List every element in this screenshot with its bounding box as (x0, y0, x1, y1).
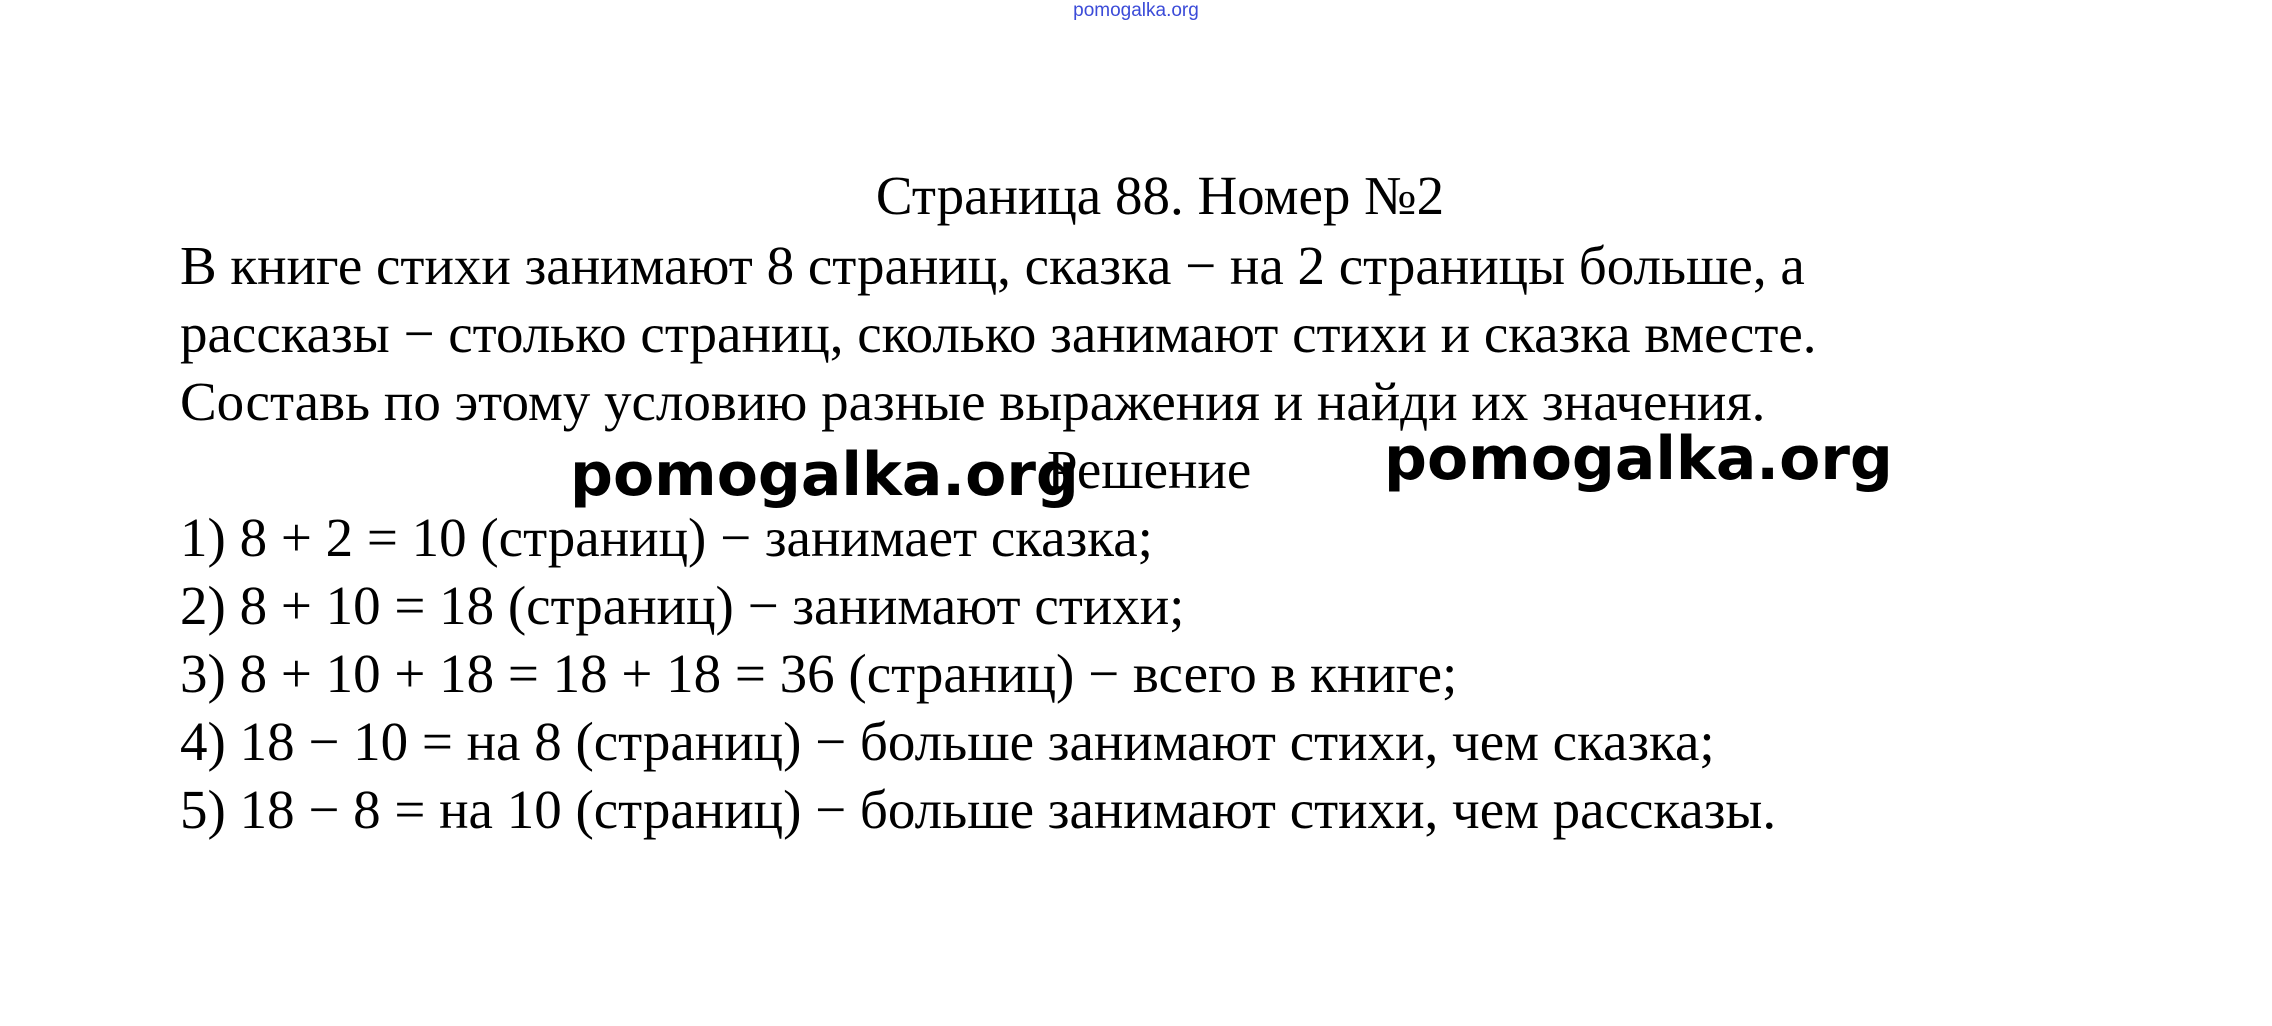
problem-line: В книге стихи занимают 8 страниц, сказка − на 2 страницы больше, а (180, 235, 1805, 296)
watermark-logo: pomogalka.org (1384, 424, 1893, 494)
solution-step: 4) 18 − 10 = на 8 (страниц) − больше занимают стихи, чем сказка; (180, 711, 1715, 772)
problem-line: Составь по этому условию разные выражения и найди их значения. (180, 371, 1766, 432)
watermark-logo: pomogalka.org (570, 440, 1079, 510)
solution-steps (180, 504, 2180, 844)
problem-text (180, 232, 2180, 436)
site-link[interactable]: pomogalka.org (1073, 0, 1199, 21)
solution-step: 2) 8 + 10 = 18 (страниц) − занимают стихи; (180, 575, 1185, 636)
solution-step: 5) 18 − 8 = на 10 (страниц) − больше занимают стихи, чем рассказы. (180, 779, 1777, 840)
solution-heading: Решение (1047, 439, 1252, 500)
solution-step: 3) 8 + 10 + 18 = 18 + 18 = 36 (страниц) − всего в книге; (180, 643, 1458, 704)
problem-line: рассказы − столько страниц, сколько занимают стихи и сказка вместе. (180, 303, 1817, 364)
solution-step: 1) 8 + 2 = 10 (страниц) − занимает сказка; (180, 507, 1153, 568)
page-title: Страница 88. Номер №2 (875, 165, 1445, 226)
